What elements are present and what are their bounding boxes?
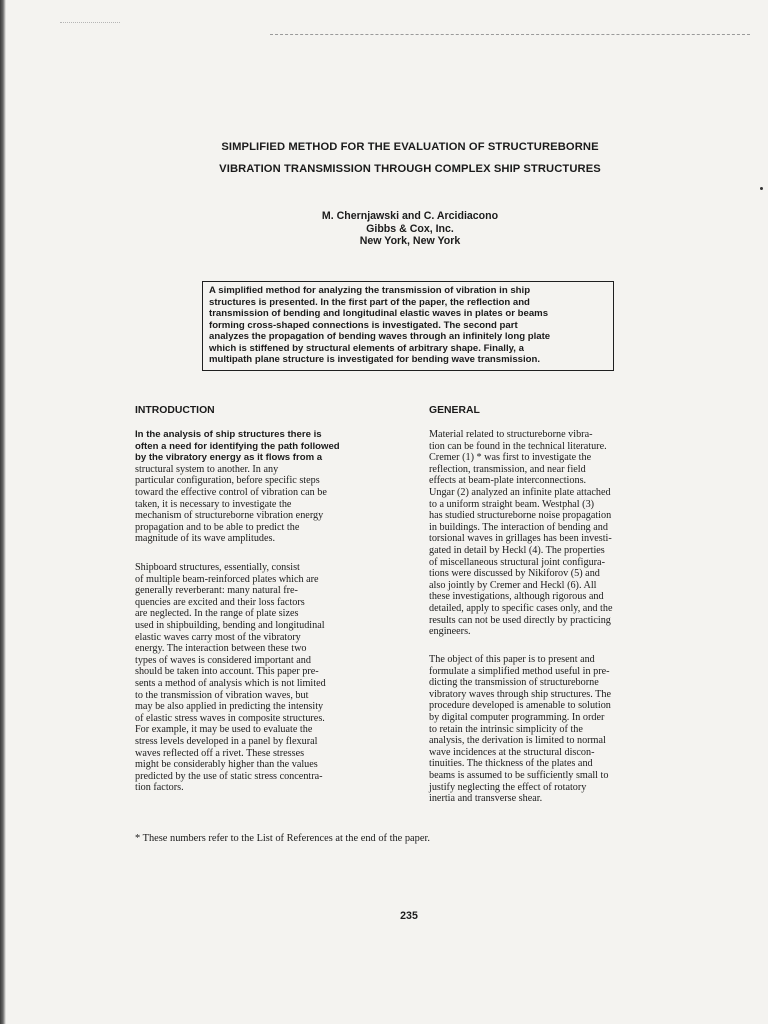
text-line: often a need for identifying the path followed (135, 440, 340, 452)
abstract-line: transmission of bending and longitudinal elastic waves in plates or beams (209, 308, 549, 319)
abstract-line: analyzes the propagation of bending waves through an infinitely long plate (209, 331, 551, 342)
text-line: wave incidences at the structural discon- (429, 746, 595, 758)
text-line: in buildings. The interaction of bending and (429, 521, 608, 533)
text-line: might be considerably higher than the values (135, 759, 318, 771)
text-line: tion can be found in the technical literature. (429, 440, 607, 452)
text-line: of elastic stress waves in composite structures. (135, 712, 325, 724)
text-line: detailed, apply to specific cases only, and the (429, 602, 613, 614)
text-line: to retain the intrinsic simplicity of the (429, 723, 583, 735)
abstract-line: A simplified method for analyzing the transmission of vibration in ship (209, 285, 531, 296)
text-line: of multiple beam-reinforced plates which are (135, 573, 319, 585)
text-line: sents a method of analysis which is not limited (135, 677, 326, 689)
text-line: justify neglecting the effect of rotatory (429, 781, 587, 793)
general-paragraph-1 (429, 429, 613, 638)
text-line: vibratory waves through ship structures. The (429, 688, 612, 700)
text-line: inertia and transverse shear. (429, 793, 543, 805)
author-names: M. Chernjawski and C. Arcidiacono (321, 210, 499, 222)
abstract-line: which is stiffened by structural elements of arbitrary shape. Finally, a (209, 342, 524, 354)
text-line: tions were discussed by Nikiforov (5) and (429, 568, 600, 580)
text-line: beams is assumed to be sufficiently small to (429, 769, 609, 781)
text-line: are neglected. In the range of plate sizes (135, 608, 299, 620)
text-line: tinuities. The thickness of the plates and (429, 758, 593, 770)
footnote: * These numbers refer to the List of References at the end of the paper. (135, 833, 430, 844)
scan-rule (270, 34, 750, 35)
text-line: used in shipbuilding, bending and longitudinal (135, 619, 325, 631)
text-line: has studied structureborne noise propagation (429, 510, 612, 522)
general-heading: GENERAL (429, 405, 480, 416)
abstract-box (202, 281, 614, 371)
text-line: Ungar (2) analyzed an infinite plate attached (429, 486, 611, 498)
text-line: should be taken into account. This paper pre- (135, 666, 319, 678)
introduction-heading: INTRODUCTION (135, 405, 215, 416)
text-line: Cremer (1) * was first to investigate the (429, 452, 592, 464)
text-line: toward the effective control of vibration can be (135, 486, 327, 498)
text-line: stress levels developed in a panel by flexural (135, 735, 318, 747)
text-line: quencies are excited and their loss factors (135, 596, 305, 608)
text-line: mechanism of structureborne vibration energy (135, 510, 324, 522)
introduction-paragraph-1 (135, 429, 340, 545)
text-line: particular configuration, before specific steps (135, 475, 320, 487)
text-line: formulate a simplified method useful in pre- (429, 665, 610, 677)
text-line: magnitude of its wave amplitudes. (135, 533, 276, 545)
text-line: procedure developed is amenable to solution (429, 700, 611, 712)
text-line: In the analysis of ship structures there is (135, 429, 322, 440)
general-paragraph-2 (429, 654, 611, 805)
text-line: predicted by the use of static stress concentra- (135, 770, 323, 782)
abstract-line: forming cross-shaped connections is investigated. The second part (209, 319, 518, 331)
text-line: tion factors. (135, 782, 184, 794)
introduction-paragraph-2 (135, 562, 326, 794)
text-line: of miscellaneous structural joint configura- (429, 556, 605, 568)
text-line: by digital computer programming. In order (429, 711, 605, 723)
text-line: Shipboard structures, essentially, consist (135, 562, 300, 573)
text-line: Material related to structureborne vibra- (429, 429, 593, 440)
scan-mark (60, 22, 120, 23)
text-line: The object of this paper is to present and (429, 654, 595, 665)
text-line: to the transmission of vibration waves, but (135, 689, 309, 701)
abstract-line: structures is presented. In the first part of the paper, the reflection and (209, 296, 530, 308)
text-line: gated in detail by Heckl (4). The properties (429, 544, 605, 556)
text-line: engineers. (429, 626, 471, 638)
text-line: effects at beam-plate interconnections. (429, 475, 587, 487)
text-line: energy. The interaction between these two (135, 643, 307, 655)
page-number: 235 (400, 910, 418, 922)
paper-title-line-1: SIMPLIFIED METHOD FOR THE EVALUATION OF STRUCTUREBORNE (221, 141, 599, 153)
author-location: New York, New York (359, 235, 461, 247)
text-line: reflection, transmission, and near field (429, 463, 586, 475)
author-affiliation: Gibbs & Cox, Inc. (366, 222, 454, 235)
text-line: structural system to another. In any (135, 463, 279, 475)
text-line: to a uniform straight beam. Westphal (3) (429, 498, 595, 510)
text-line: For example, it may be used to evaluate the (135, 724, 313, 736)
abstract-line: multipath plane structure is investigated for bending wave transmission. (209, 354, 541, 365)
text-line: may be also applied in predicting the intensity (135, 701, 324, 713)
text-line: analysis, the derivation is limited to normal (429, 735, 606, 747)
text-line: these investigations, although rigorous and (429, 591, 604, 603)
scan-speck (760, 187, 763, 190)
paper-title-line-2: VIBRATION TRANSMISSION THROUGH COMPLEX SHIP STRUCTURES (219, 163, 601, 175)
text-line: dicting the transmission of structureborne (429, 677, 599, 689)
scan-edge (0, 0, 6, 1024)
text-line: taken, it is necessary to investigate the (135, 498, 292, 510)
text-line: torsional waves in grillages has been investi- (429, 533, 612, 545)
text-line: by the vibratory energy as it flows from a (135, 452, 323, 464)
text-line: waves reflected off a rivet. These stresses (135, 747, 305, 759)
text-line: propagation and to be able to predict the (135, 521, 300, 533)
text-line: elastic waves carry most of the vibratory (135, 631, 301, 643)
text-line: also jointly by Cremer and Heckl (6). All (429, 579, 597, 591)
text-line: results can not be used directly by practicing (429, 614, 611, 626)
text-line: generally reverberant: many natural fre- (135, 585, 298, 597)
author-block (250, 210, 570, 248)
text-line: types of waves is considered important and (135, 654, 311, 666)
